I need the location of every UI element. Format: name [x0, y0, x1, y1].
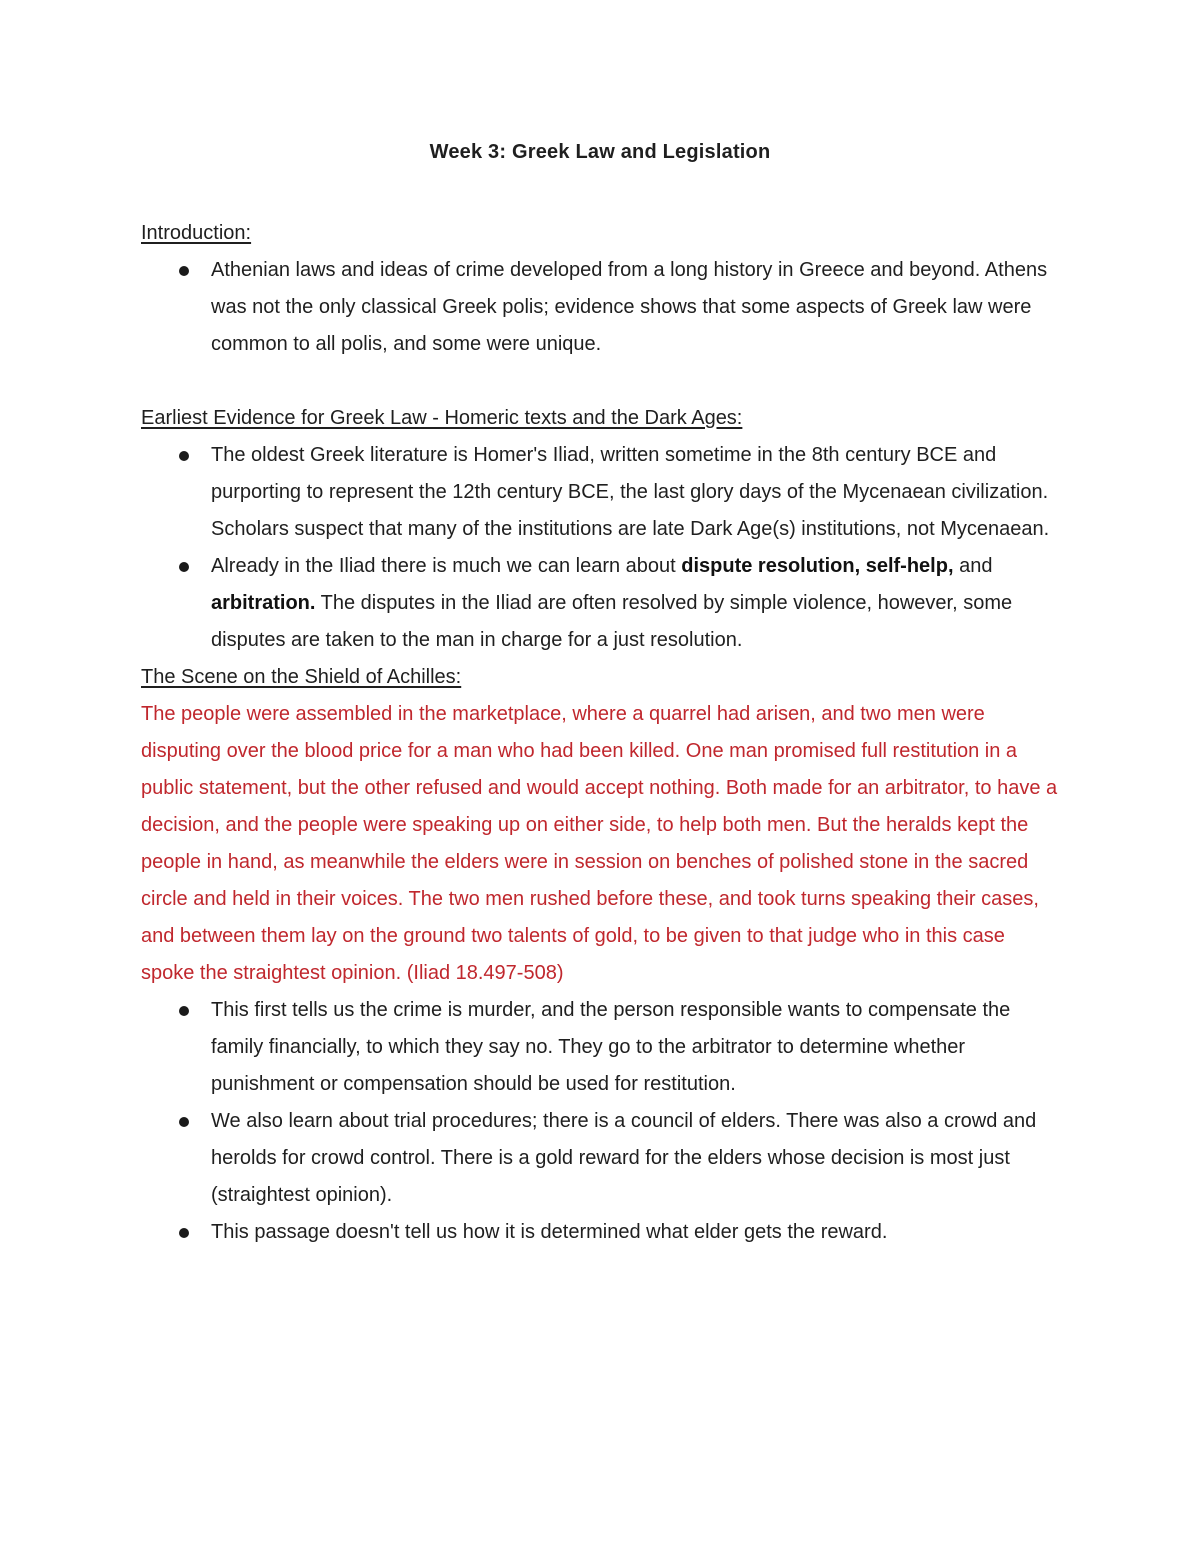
list-item-text: We also learn about trial procedures; there is a council of elders. There was also a crowd and herolds for crowd control. There is a gold reward for the elders whose decision is most just (straightest opinion).	[211, 1110, 1037, 1206]
text-run: and	[953, 555, 993, 577]
document-body	[141, 215, 1061, 1251]
list-item	[141, 1103, 1061, 1214]
bullet-icon	[179, 266, 189, 276]
list-item-text: Athenian laws and ideas of crime developed from a long history in Greece and beyond. Athens was not the only classical Greek polis; evidence shows that some aspects of Greek law were common to all polis, and some were unique.	[211, 259, 1048, 355]
bullet-icon	[179, 1228, 189, 1238]
bullet-icon	[179, 1117, 189, 1127]
list-item	[141, 252, 1061, 363]
list-item-text: This passage doesn't tell us how it is determined what elder gets the reward.	[211, 1221, 888, 1243]
section-heading-earliest-evidence: Earliest Evidence for Greek Law - Homeric texts and the Dark Ages:	[141, 407, 743, 429]
section-heading-shield-of-achilles: The Scene on the Shield of Achilles:	[141, 666, 462, 688]
list-item-text: The oldest Greek literature is Homer's Iliad, written sometime in the 8th century BCE and purporting to represent the 12th century BCE, the last glory days of the Mycenaean civilization. Scholars suspect that many of the institutions are late Dark Age(s) institutions, not Mycenaean.	[211, 444, 1050, 540]
bold-term-dispute-resolution: dispute resolution, self-help,	[681, 555, 954, 577]
paragraph-spacer	[141, 363, 1061, 400]
list-item-text	[211, 555, 1012, 651]
text-run: The disputes in the Iliad are often resolved by simple violence, however, some disputes are taken to the man in charge for a just resolution.	[211, 592, 1013, 651]
bold-term-arbitration: arbitration.	[211, 592, 316, 614]
shield-bullet-list	[141, 992, 1061, 1251]
iliad-quotation: The people were assembled in the marketplace, where a quarrel had arisen, and two men were disputing over the blood price for a man who had been killed. One man promised full restitution in a public statement, but the other refused and would accept nothing. Both made for an arbitrator, to have a decision, and the people were speaking up on either side, to help both men. But the heralds kept the people in hand, as meanwhile the elders were in session on benches of polished stone in the sacred circle and held in their voices. The two men rushed before these, and took turns speaking their cases, and between them lay on the ground two talents of gold, to be given to that judge who in this case spoke the straightest opinion. (Iliad 18.497-508)	[141, 703, 1058, 984]
introduction-bullet-list	[141, 252, 1061, 363]
document-title: Week 3: Greek Law and Legislation	[429, 141, 771, 163]
list-item	[141, 548, 1061, 659]
bullet-icon	[179, 562, 189, 572]
list-item	[141, 992, 1061, 1103]
text-run: Already in the Iliad there is much we can learn about	[211, 555, 682, 577]
list-item	[141, 1214, 1061, 1251]
bullet-icon	[179, 1006, 189, 1016]
list-item-text: This first tells us the crime is murder, and the person responsible wants to compensate the family financially, to which they say no. They go to the arbitrator to determine whether punishment or compensation should be used for restitution.	[211, 999, 1011, 1095]
bullet-icon	[179, 451, 189, 461]
earliest-evidence-bullet-list	[141, 437, 1061, 659]
list-item	[141, 437, 1061, 548]
section-heading-introduction: Introduction:	[141, 222, 252, 244]
